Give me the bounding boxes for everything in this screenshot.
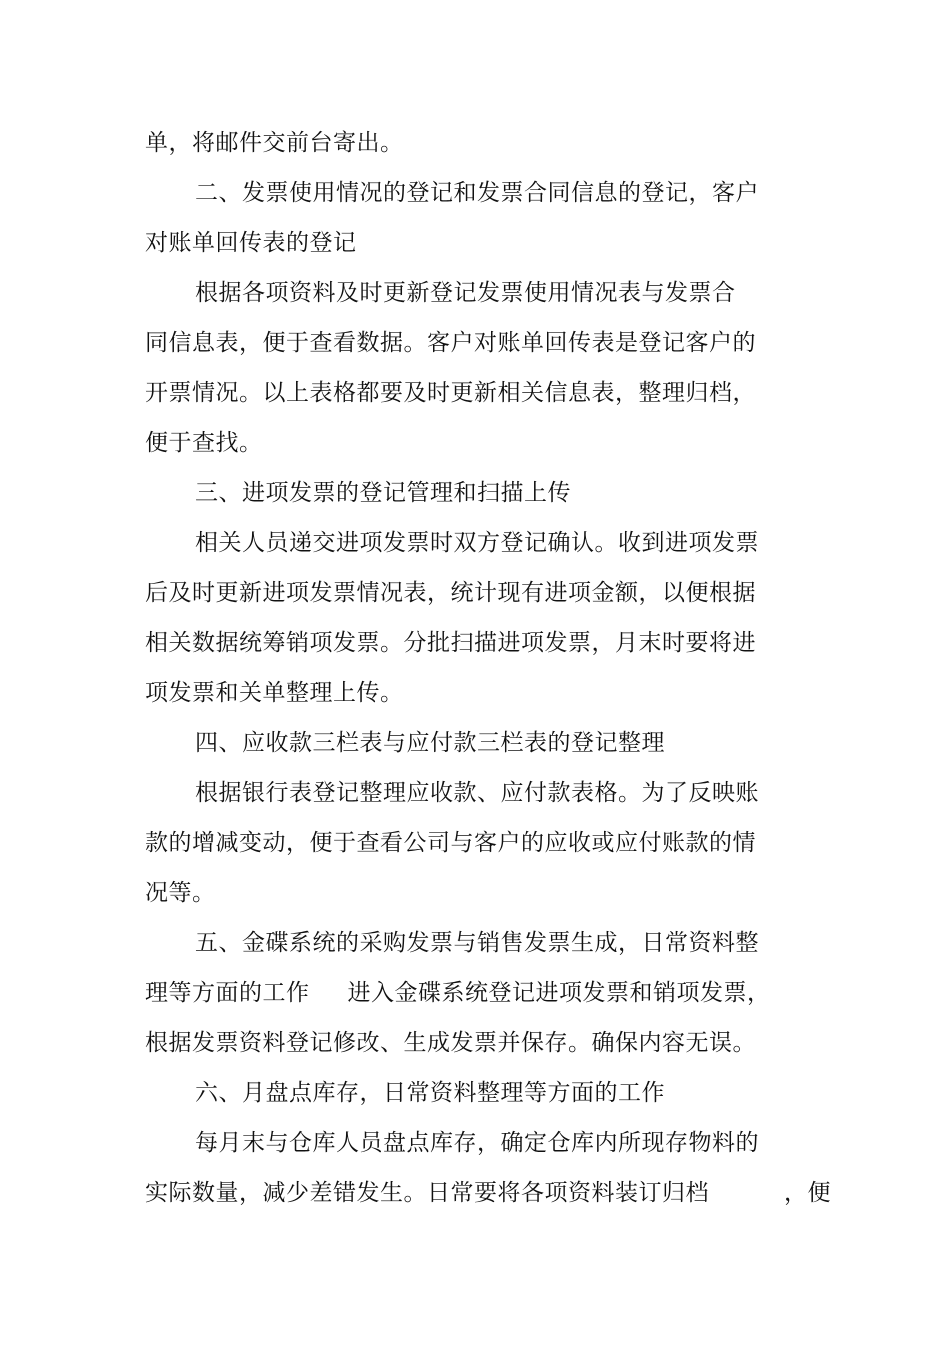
text-line: 相关数据统筹销项发票。分批扫描进项发票，月末时要将进	[145, 630, 756, 656]
section-heading: 三、进项发票的登记管理和扫描上传	[195, 480, 571, 506]
text-line: 单，将邮件交前台寄出。	[145, 130, 404, 156]
text-line: 根据各项资料及时更新登记发票使用情况表与发票合	[195, 280, 736, 306]
section-heading: 四、应收款三栏表与应付款三栏表的登记整理	[195, 730, 665, 756]
text-line: 对账单回传表的登记	[145, 230, 357, 256]
text-line: 后及时更新进项发票情况表，统计现有进项金额，以便根据	[145, 580, 756, 606]
text-line: 况等。	[145, 880, 216, 906]
section-heading: 五、金碟系统的采购发票与销售发票生成，日常资料整	[195, 930, 759, 956]
section-heading: 六、月盘点库存，日常资料整理等方面的工作	[195, 1080, 665, 1106]
text-segment: ，便	[784, 1180, 831, 1206]
text-line: 相关人员递交进项发票时双方登记确认。收到进项发票	[195, 530, 759, 556]
text-line: 根据发票资料登记修改、生成发票并保存。确保内容无误。	[145, 1030, 756, 1056]
text-line: 开票情况。以上表格都要及时更新相关信息表，整理归档，	[145, 380, 756, 406]
text-line	[145, 1178, 831, 1208]
text-line	[145, 978, 771, 1008]
text-line: 每月末与仓库人员盘点库存，确定仓库内所现存物料的	[195, 1130, 759, 1156]
text-line: 根据银行表登记整理应收款、应付款表格。为了反映账	[195, 780, 759, 806]
text-segment: 实际数量，减少差错发生。日常要将各项资料装订归档	[145, 1180, 709, 1206]
section-heading: 二、发票使用情况的登记和发票合同信息的登记，客户	[195, 180, 759, 206]
text-line: 款的增减变动，便于查看公司与客户的应收或应付账款的情	[145, 830, 756, 856]
text-segment: 进入金碟系统登记进项发票和销项发票，	[347, 980, 771, 1006]
text-line: 便于查找。	[145, 430, 263, 456]
text-line: 同信息表，便于查看数据。客户对账单回传表是登记客户的	[145, 330, 756, 356]
text-line: 项发票和关单整理上传。	[145, 680, 404, 706]
text-segment: 理等方面的工作	[145, 980, 310, 1006]
